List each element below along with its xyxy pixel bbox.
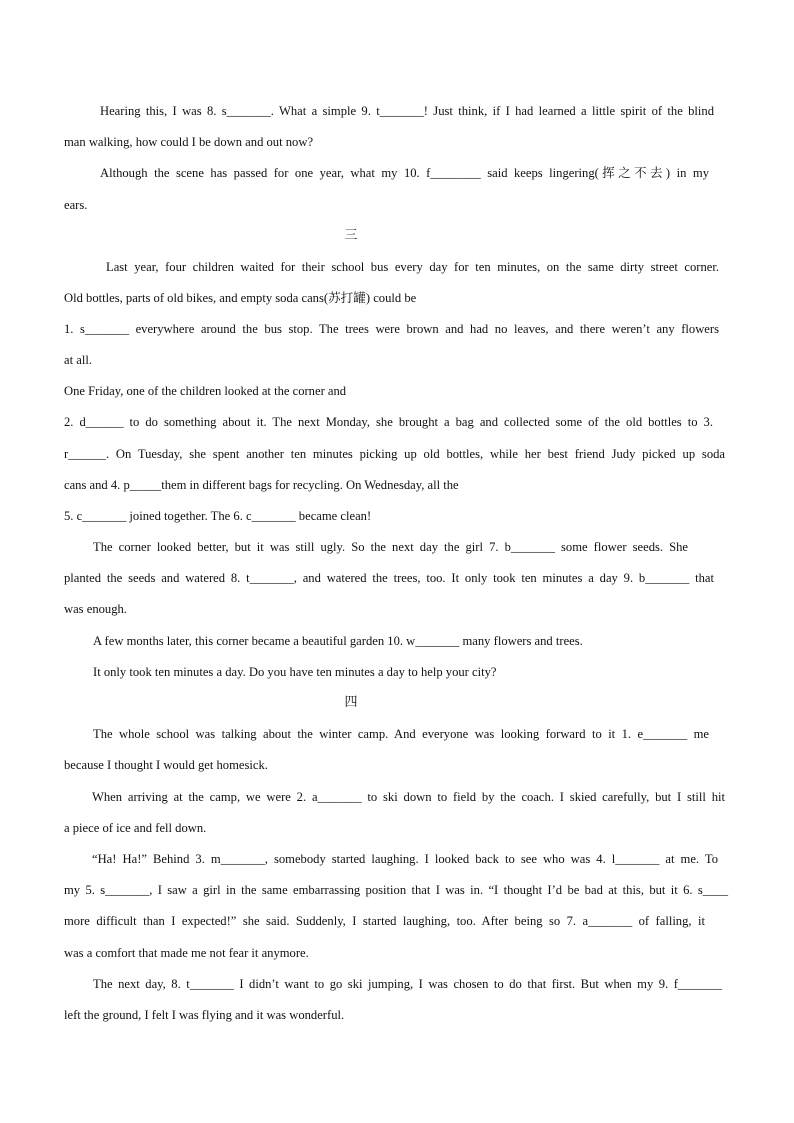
text-line: cans and 4. p_____them in different bags for recycling. On Wednesday, all the bbox=[64, 478, 459, 492]
text-line: When arriving at the camp, we were 2. a_______ to ski down to field by the coach. I skied carefully, but I still hit bbox=[92, 790, 725, 804]
section-heading: 四 bbox=[344, 695, 358, 710]
text-line: planted the seeds and watered 8. t_______, and watered the trees, too. It only took ten minutes a day 9. b_______ that bbox=[64, 571, 714, 585]
text-line: a piece of ice and fell down. bbox=[64, 821, 207, 835]
text-line: left the ground, I felt I was flying and it was wonderful. bbox=[64, 1008, 345, 1022]
text-line: 5. c_______ joined together. The 6. c_______ became clean! bbox=[64, 509, 372, 523]
text-line: A few months later, this corner became a beautiful garden 10. w_______ many flowers and trees. bbox=[93, 634, 583, 648]
text-line: The corner looked better, but it was still ugly. So the next day the girl 7. b_______ some flower seeds. She bbox=[93, 540, 688, 554]
text-line: more difficult than I expected!” she said. Suddenly, I started laughing, too. After being so 7. a_______ of falling, it bbox=[64, 914, 705, 928]
text-line: my 5. s_______, I saw a girl in the same embarrassing position that I was in. “I thought I’d be bad at this, but it 6. s____ bbox=[64, 883, 728, 897]
text-line: Old bottles, parts of old bikes, and empty soda cans(苏打罐) could be bbox=[64, 291, 417, 305]
text-line: The whole school was talking about the winter camp. And everyone was looking forward to it 1. e_______ me bbox=[93, 727, 709, 741]
text-line: 1. s_______ everywhere around the bus stop. The trees were brown and had no leaves, and there weren’t any flowers bbox=[64, 322, 719, 336]
text-line: man walking, how could I be down and out now? bbox=[64, 135, 314, 149]
text-line: was a comfort that made me not fear it anymore. bbox=[64, 946, 309, 960]
text-line: One Friday, one of the children looked at the corner and bbox=[64, 384, 347, 398]
text-line: Although the scene has passed for one year, what my 10. f________ said keeps lingering(挥之不去) in my bbox=[100, 166, 709, 180]
text-line: 2. d______ to do something about it. The next Monday, she brought a bag and collected some of the old bottles to 3. bbox=[64, 415, 713, 429]
text-line: r______. On Tuesday, she spent another ten minutes picking up old bottles, while her best friend Judy picked up soda bbox=[64, 447, 725, 461]
text-line: because I thought I would get homesick. bbox=[64, 758, 268, 772]
text-line: at all. bbox=[64, 353, 92, 367]
text-line: The next day, 8. t_______ I didn’t want to go ski jumping, I was chosen to do that first. But when my 9. f_______ bbox=[93, 977, 722, 991]
text-line: Hearing this, I was 8. s_______. What a simple 9. t_______! Just think, if I had learned a little spirit of the blind bbox=[100, 104, 714, 118]
text-line: ears. bbox=[64, 198, 88, 212]
section-heading: 三 bbox=[344, 228, 358, 243]
text-line: It only took ten minutes a day. Do you have ten minutes a day to help your city? bbox=[93, 665, 497, 679]
text-line: Last year, four children waited for their school bus every day for ten minutes, on the same dirty street corner. bbox=[106, 260, 719, 274]
text-line: “Ha! Ha!” Behind 3. m_______, somebody started laughing. I looked back to see who was 4. l_______ at me. To bbox=[92, 852, 718, 866]
text-line: was enough. bbox=[64, 602, 127, 616]
